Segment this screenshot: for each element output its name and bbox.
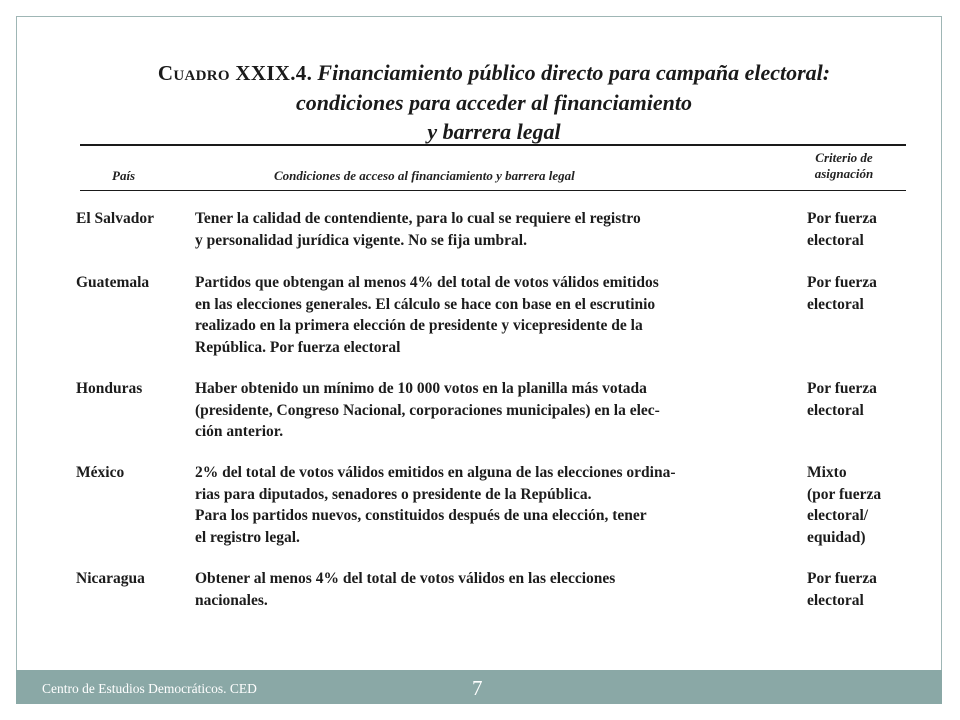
row-country: El Salvador bbox=[76, 210, 154, 227]
page-number: 7 bbox=[472, 676, 483, 700]
row-conditions bbox=[195, 378, 660, 443]
conditions-line: el registro legal. bbox=[195, 528, 300, 546]
row-country: México bbox=[76, 464, 125, 481]
criterion-line: equidad) bbox=[807, 528, 866, 546]
criterion-line: Mixto bbox=[807, 464, 847, 481]
table-title bbox=[80, 58, 908, 146]
conditions-line: (presidente, Congreso Nacional, corporaciones municipales) en la elec- bbox=[195, 401, 660, 419]
row-conditions bbox=[195, 272, 659, 358]
row-criterion bbox=[807, 462, 881, 548]
conditions-line: Tener la calidad de contendiente, para lo cual se requiere el registro bbox=[195, 210, 641, 227]
table-top-rule bbox=[80, 144, 906, 146]
conditions-line: realizado en la primera elección de presidente y vicepresidente de la bbox=[195, 317, 643, 334]
criterion-line: (por fuerza bbox=[807, 485, 882, 503]
criterion-line: electoral bbox=[807, 591, 864, 609]
conditions-line: ción anterior. bbox=[195, 423, 284, 440]
conditions-line: República. Por fuerza electoral bbox=[195, 338, 401, 356]
row-criterion bbox=[807, 378, 877, 421]
row-criterion bbox=[807, 568, 877, 611]
footer-organization: Centro de Estudios Democráticos. CED bbox=[42, 681, 257, 696]
conditions-line: nacionales. bbox=[195, 591, 268, 609]
title-line-3: y barrera legal bbox=[427, 119, 561, 144]
title-line-1: Financiamiento público directo para campaña electoral: bbox=[317, 60, 831, 85]
header-conditions: Condiciones de acceso al financiamiento y barrera legal bbox=[274, 168, 575, 183]
row-country: Honduras bbox=[76, 380, 143, 397]
row-country: Nicaragua bbox=[76, 570, 145, 587]
row-country: Guatemala bbox=[76, 274, 150, 291]
row-criterion bbox=[807, 208, 877, 251]
row-conditions bbox=[195, 568, 615, 611]
criterion-line: electoral bbox=[807, 401, 864, 419]
criterion-line: Por fuerza bbox=[807, 380, 877, 397]
header-criterion bbox=[798, 150, 890, 182]
header-criterion-line-1: Criterio de bbox=[815, 150, 873, 165]
conditions-line: y personalidad jurídica vigente. No se fija umbral. bbox=[195, 231, 527, 249]
conditions-line: en las elecciones generales. El cálculo se hace con base en el escrutinio bbox=[195, 295, 656, 313]
table-header-rule bbox=[80, 190, 906, 191]
conditions-line: Para los partidos nuevos, constituidos después de una elección, tener bbox=[195, 507, 647, 524]
conditions-line: Haber obtenido un mínimo de 10 000 votos en la planilla más votada bbox=[195, 380, 647, 397]
conditions-line: 2% del total de votos válidos emitidos en alguna de las elecciones ordina- bbox=[195, 464, 676, 481]
criterion-line: Por fuerza bbox=[807, 210, 877, 227]
criterion-line: Por fuerza bbox=[807, 274, 877, 291]
conditions-line: Obtener al menos 4% del total de votos válidos en las elecciones bbox=[195, 570, 616, 587]
conditions-line: Partidos que obtengan al menos 4% del total de votos válidos emitidos bbox=[195, 274, 659, 291]
row-conditions bbox=[195, 208, 641, 251]
row-criterion bbox=[807, 272, 877, 315]
criterion-line: electoral bbox=[807, 231, 864, 249]
conditions-line: rias para diputados, senadores o presidente de la República. bbox=[195, 485, 592, 503]
header-country: País bbox=[112, 168, 136, 183]
title-line-2: condiciones para acceder al financiamiento bbox=[296, 90, 692, 115]
table-label: Cuadro XXIX.4. bbox=[157, 61, 313, 85]
header-criterion-line-2: asignación bbox=[814, 166, 874, 181]
row-conditions bbox=[195, 462, 676, 548]
criterion-line: Por fuerza bbox=[807, 570, 877, 587]
criterion-line: electoral bbox=[807, 295, 864, 313]
criterion-line: electoral/ bbox=[807, 507, 869, 524]
